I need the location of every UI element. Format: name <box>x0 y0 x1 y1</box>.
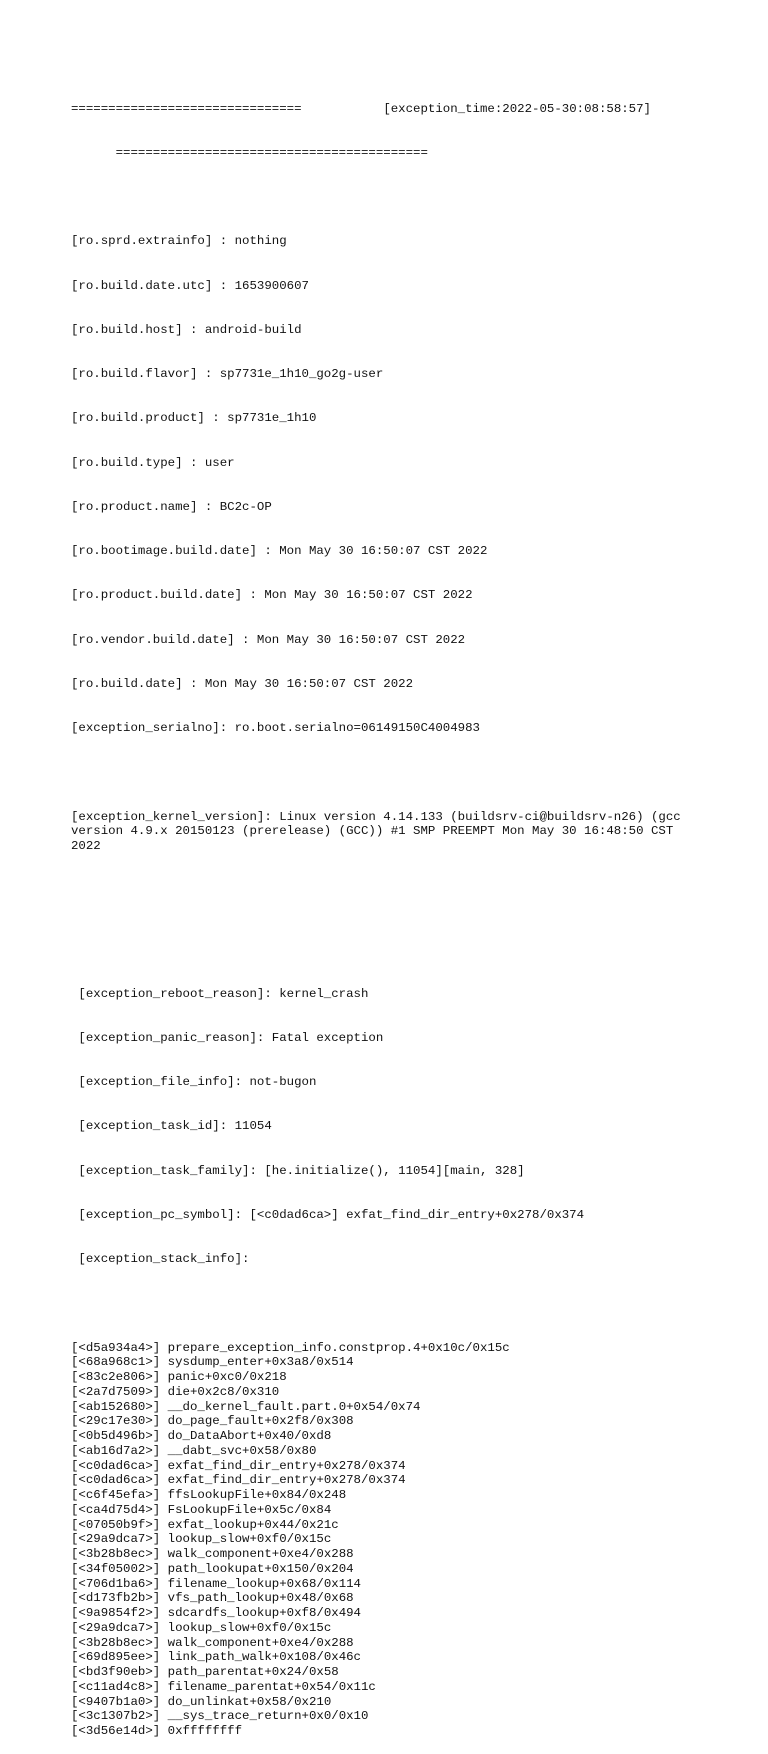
property-line: [ro.build.type] : user <box>71 455 235 470</box>
stack-frame-symbol: filename_parentat+0x54/0x11c <box>167 1679 376 1694</box>
exception-info-line: [exception_task_family]: [he.initialize(), 11054][main, 328] <box>71 1163 525 1178</box>
stack-frame-address: [<34f05002>] <box>71 1561 161 1576</box>
property-line: [ro.product.name] : BC2c-OP <box>71 499 272 514</box>
exception-info-line: [exception_stack_info]: <box>71 1252 250 1266</box>
stack-frame-symbol: panic+0xc0/0x218 <box>167 1370 287 1384</box>
stack-frame-address: [<68a968c1>] <box>71 1355 161 1370</box>
kernel-version: [exception_kernel_version]: Linux version 4.14.133 (buildsrv-ci@buildsrv-n26) (gcc version 4.9.x 20150123 (prerelease) (GCC)) #1 SMP PREEMPT Mon May 30 16:48:50 CST 2022 <box>71 809 689 853</box>
stack-frame <box>71 1606 711 1621</box>
stack-frame <box>71 1562 711 1577</box>
stack-frame-symbol: exfat_find_dir_entry+0x278/0x374 <box>167 1473 406 1488</box>
stack-frame <box>71 1518 711 1533</box>
stack-frame-address: [<3b28b8ec>] <box>71 1635 161 1650</box>
stack-frame <box>71 1636 711 1651</box>
exception-log-document <box>71 72 711 1754</box>
stack-frame-symbol: path_lookupat+0x150/0x204 <box>167 1561 354 1576</box>
stack-frame <box>71 1709 711 1724</box>
stack-frame-address: [<9a9854f2>] <box>71 1606 161 1620</box>
stack-frame-address: [<d173fb2b>] <box>71 1591 161 1606</box>
stack-frame-address: [<706d1ba6>] <box>71 1576 161 1591</box>
stack-frame-address: [<69d895ee>] <box>71 1650 161 1665</box>
stack-frame-address: [<83c2e806>] <box>71 1370 161 1384</box>
property-line: [ro.build.date.utc] : 1653900607 <box>71 278 309 293</box>
stack-frame-symbol: vfs_path_lookup+0x48/0x68 <box>167 1591 354 1606</box>
stack-frame-symbol: exfat_lookup+0x44/0x21c <box>167 1517 339 1532</box>
stack-frame-symbol: filename_lookup+0x68/0x114 <box>167 1576 361 1591</box>
header-separator: =============================== <box>71 101 302 116</box>
property-line: [ro.build.flavor] : sp7731e_1h10_go2g-user <box>71 367 384 381</box>
stack-frame-symbol: ffsLookupFile+0x84/0x248 <box>167 1488 347 1502</box>
stack-frame-symbol: do_DataAbort+0x40/0xd8 <box>167 1429 332 1443</box>
stack-frame <box>71 1355 711 1370</box>
property-line: [ro.build.product] : sp7731e_1h10 <box>71 411 317 426</box>
stack-frame-address: [<9407b1a0>] <box>71 1694 161 1709</box>
stack-frame <box>71 1680 711 1695</box>
header-line <box>71 102 711 117</box>
stack-frame <box>71 1473 711 1488</box>
stack-frame-symbol: lookup_slow+0xf0/0x15c <box>167 1620 332 1635</box>
stack-frame-symbol: 0xffffffff <box>167 1724 243 1738</box>
stack-frame-symbol: do_page_fault+0x2f8/0x308 <box>167 1414 354 1429</box>
exception-time: [exception_time:2022-05-30:08:58:57] <box>383 101 651 116</box>
stack-frame <box>71 1621 711 1636</box>
stack-frame <box>71 1724 711 1739</box>
blank-line <box>71 898 711 913</box>
stack-frame-symbol: sysdump_enter+0x3a8/0x514 <box>167 1355 354 1370</box>
stack-frame <box>71 1385 711 1400</box>
property-line: [ro.build.host] : android-build <box>71 322 302 337</box>
stack-frame-address: [<ca4d75d4>] <box>71 1502 161 1517</box>
exception-info-list <box>71 957 711 1296</box>
exception-info-line: [exception_reboot_reason]: kernel_crash <box>71 986 369 1001</box>
stack-frame-address: [<3c1307b2>] <box>71 1709 161 1724</box>
exception-info-line: [exception_panic_reason]: Fatal exception <box>71 1030 384 1045</box>
stack-frame-address: [<3b28b8ec>] <box>71 1547 161 1561</box>
stack-frame-address: [<d5a934a4>] <box>71 1340 161 1355</box>
stack-frame-symbol: FsLookupFile+0x5c/0x84 <box>167 1502 332 1517</box>
stack-frame-symbol: sdcardfs_lookup+0xf8/0x494 <box>167 1606 361 1620</box>
property-line: [ro.sprd.extrainfo] : nothing <box>71 234 287 249</box>
stack-frame-symbol: die+0x2c8/0x310 <box>167 1384 280 1399</box>
property-line: [ro.vendor.build.date] : Mon May 30 16:50:07 CST 2022 <box>71 632 466 647</box>
stack-frame-address: [<29c17e30>] <box>71 1414 161 1429</box>
exception-info-line: [exception_pc_symbol]: [<c0dad6ca>] exfat_find_dir_entry+0x278/0x374 <box>71 1207 585 1222</box>
stack-frame <box>71 1341 711 1356</box>
stack-frame-symbol: __sys_trace_return+0x0/0x10 <box>167 1709 369 1724</box>
stack-frame-address: [<c6f45efa>] <box>71 1488 161 1502</box>
stack-frame-symbol: prepare_exception_info.constprop.4+0x10c/0x15c <box>167 1340 510 1355</box>
stack-frame-address: [<bd3f90eb>] <box>71 1665 161 1679</box>
stack-frame-symbol: __dabt_svc+0x58/0x80 <box>167 1443 317 1458</box>
stack-trace <box>71 1341 711 1739</box>
property-line: [exception_serialno]: ro.boot.serialno=06149150C4004983 <box>71 721 480 735</box>
stack-frame-address: [<ab16d7a2>] <box>71 1443 161 1458</box>
property-line: [ro.bootimage.build.date] : Mon May 30 16:50:07 CST 2022 <box>71 544 488 558</box>
properties-list <box>71 205 711 766</box>
stack-frame <box>71 1444 711 1459</box>
stack-frame-symbol: __do_kernel_fault.part.0+0x54/0x74 <box>167 1399 421 1414</box>
stack-frame-symbol: path_parentat+0x24/0x58 <box>167 1665 339 1679</box>
property-line: [ro.build.date] : Mon May 30 16:50:07 CST 2022 <box>71 676 414 691</box>
exception-info-line: [exception_file_info]: not-bugon <box>71 1075 317 1089</box>
stack-frame-symbol: lookup_slow+0xf0/0x15c <box>167 1532 332 1547</box>
stack-frame-address: [<29a9dca7>] <box>71 1620 161 1635</box>
stack-frame-address: [<29a9dca7>] <box>71 1532 161 1547</box>
stack-frame <box>71 1532 711 1547</box>
stack-frame-symbol: exfat_find_dir_entry+0x278/0x374 <box>167 1458 406 1473</box>
stack-frame <box>71 1547 711 1562</box>
stack-frame <box>71 1650 711 1665</box>
stack-frame-address: [<ab152680>] <box>71 1399 161 1414</box>
stack-frame <box>71 1400 711 1415</box>
stack-frame <box>71 1665 711 1680</box>
stack-frame <box>71 1488 711 1503</box>
stack-frame-symbol: link_path_walk+0x108/0x46c <box>167 1650 361 1665</box>
stack-frame <box>71 1591 711 1606</box>
stack-frame <box>71 1429 711 1444</box>
stack-frame-address: [<c0dad6ca>] <box>71 1458 161 1473</box>
property-line: [ro.product.build.date] : Mon May 30 16:50:07 CST 2022 <box>71 588 473 603</box>
stack-frame-address: [<3d56e14d>] <box>71 1724 161 1738</box>
stack-frame <box>71 1459 711 1474</box>
stack-frame <box>71 1503 711 1518</box>
stack-frame-address: [<2a7d7509>] <box>71 1384 161 1399</box>
stack-frame-address: [<c11ad4c8>] <box>71 1679 161 1694</box>
stack-frame <box>71 1414 711 1429</box>
stack-frame <box>71 1695 711 1710</box>
exception-info-line: [exception_task_id]: 11054 <box>71 1119 272 1134</box>
stack-frame <box>71 1577 711 1592</box>
stack-frame-symbol: walk_component+0xe4/0x288 <box>167 1547 354 1561</box>
stack-frame-symbol: walk_component+0xe4/0x288 <box>167 1635 354 1650</box>
stack-frame-symbol: do_unlinkat+0x58/0x210 <box>167 1694 332 1709</box>
stack-frame-address: [<0b5d496b>] <box>71 1429 161 1443</box>
stack-frame-address: [<07050b9f>] <box>71 1517 161 1532</box>
stack-frame-address: [<c0dad6ca>] <box>71 1473 161 1488</box>
header-separator-second: ========================================== <box>71 145 428 160</box>
stack-frame <box>71 1370 711 1385</box>
